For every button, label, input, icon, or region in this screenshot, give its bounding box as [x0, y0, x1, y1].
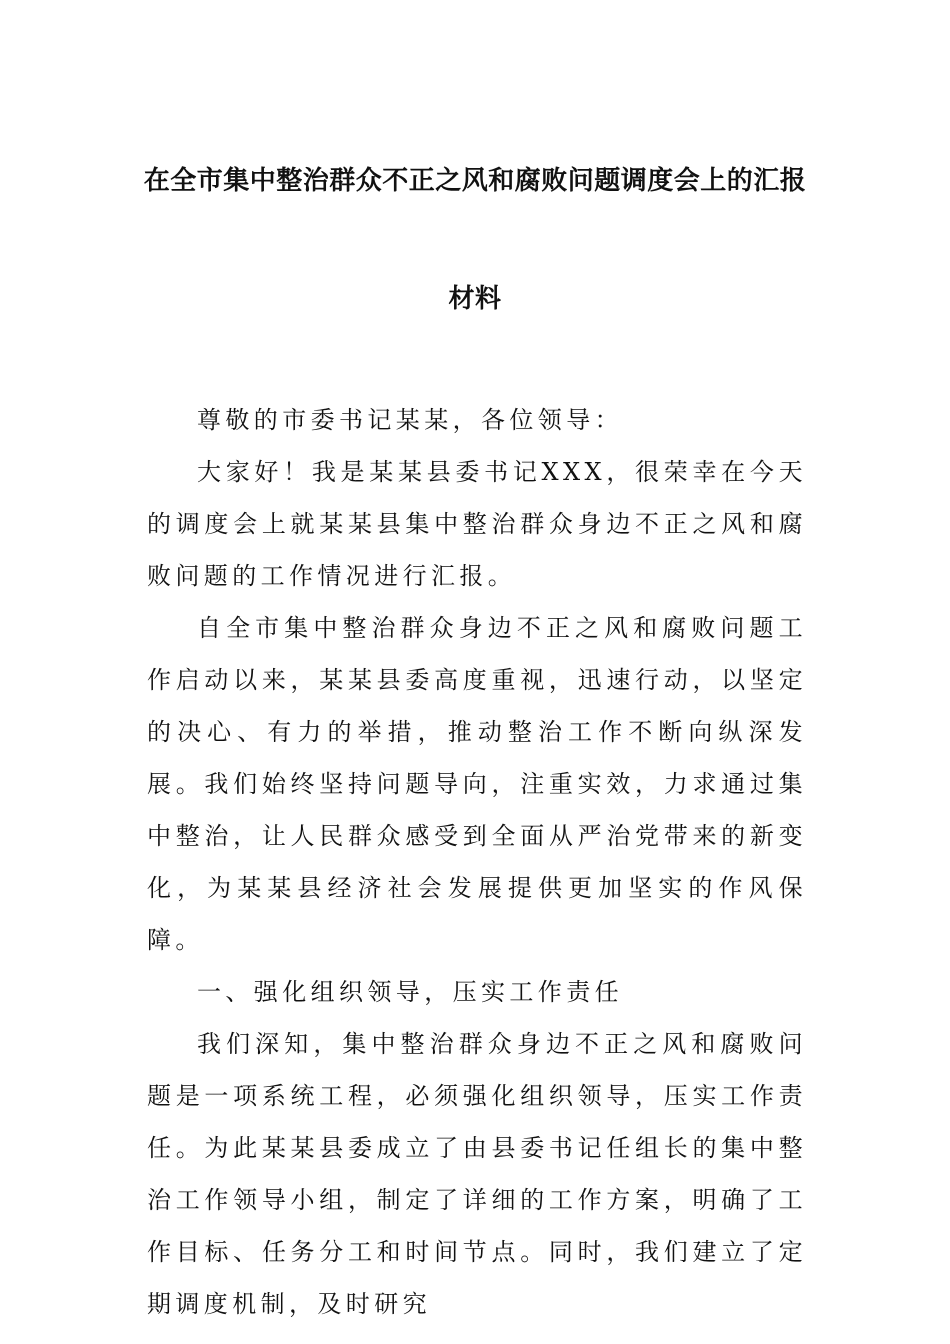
salutation: 尊敬的市委书记某某，各位领导：	[197, 406, 623, 434]
document-title-line2: 材料	[448, 284, 502, 314]
section-heading: 一、强化组织领导，压实工作责任	[197, 978, 623, 1006]
paragraph-section-1: 我们深知，集中整治群众身边不正之风和腐败问题是一项系统工程，必须强化组织领导，压实工作责任。为此某某县委成立了由县委书记任组长的集中整治工作领导小组，制定了详细的工作方案，明确了工作目标、任务分工和时间节点。同时，我们建立了定期调度机制，及时研究	[147, 1030, 807, 1318]
paragraph-greeting: 大家好！我是某某县委书记XXX，很荣幸在今天的调度会上就某某县集中整治群众身边不正之风和腐败问题的工作情况进行汇报。	[147, 458, 807, 590]
document-body	[147, 394, 807, 1330]
paragraph-overview: 自全市集中整治群众身边不正之风和腐败问题工作启动以来，某某县委高度重视，迅速行动，以坚定的决心、有力的举措，推动整治工作不断向纵深发展。我们始终坚持问题导向，注重实效，力求通过集中整治，让人民群众感受到全面从严治党带来的新变化，为某某县经济社会发展提供更加坚实的作风保障。	[147, 614, 807, 954]
document-title-line1: 在全市集中整治群众不正之风和腐败问题调度会上的汇报	[143, 166, 807, 196]
